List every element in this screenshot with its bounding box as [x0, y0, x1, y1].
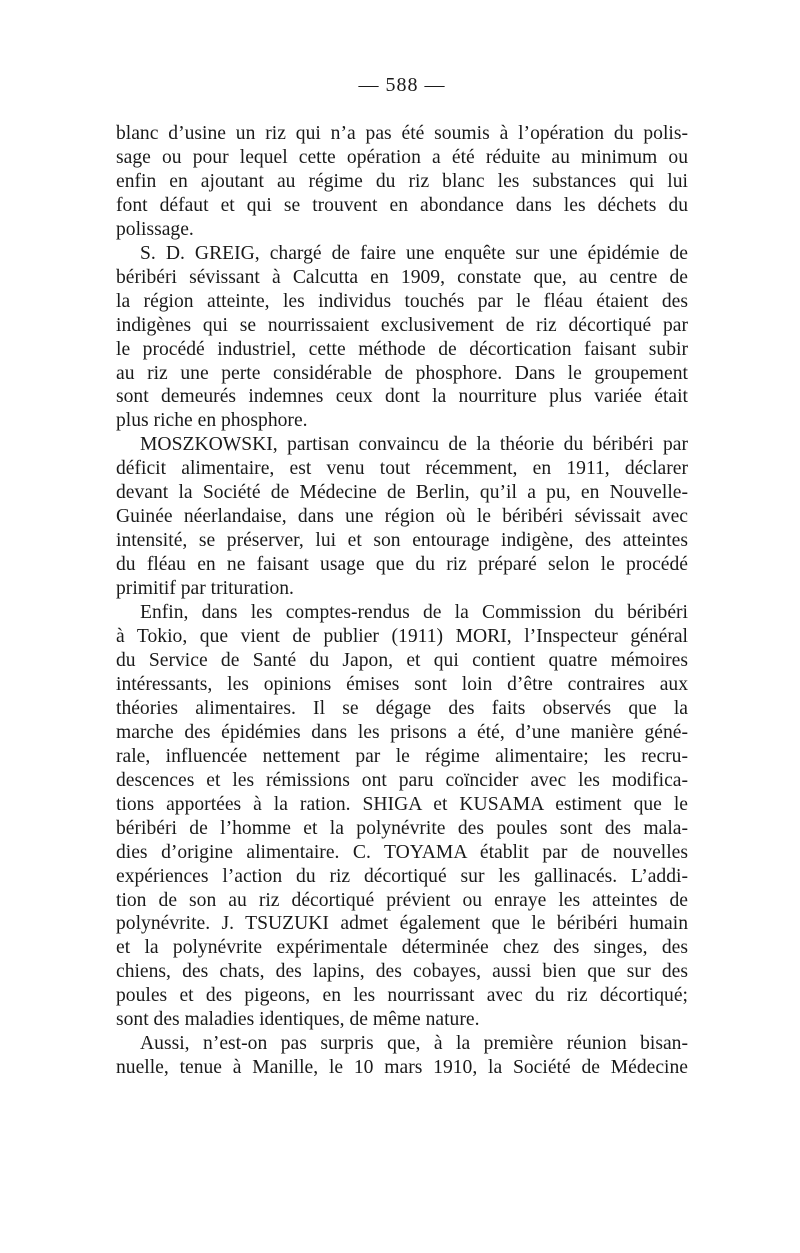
text-line: indigènes qui se nourrissaient exclusivement de riz décortiqué par	[116, 314, 688, 336]
text-line: déficit alimentaire, est venu tout récemment, en 1911, déclarer	[116, 458, 688, 480]
text-line: dies d’origine alimentaire. C. TOYAMA établit par de nouvelles	[116, 841, 688, 863]
text-line: théories alimentaires. Il se dégage des faits observés que la	[116, 697, 688, 719]
text-line: Enfin, dans les comptes-rendus de la Commission du béribéri	[140, 602, 688, 624]
text-line: S. D. GREIG, chargé de faire une enquête sur une épidémie de	[140, 242, 688, 264]
text-line: et la polynévrite expérimentale déterminée chez des singes, des	[116, 937, 688, 959]
text-line: sage ou pour lequel cette opération a été réduite au minimum ou	[116, 146, 688, 168]
text-line: du fléau en ne faisant usage que du riz préparé selon le procédé	[116, 554, 688, 576]
text-line: blanc d’usine un riz qui n’a pas été soumis à l’opération du polis-	[116, 123, 688, 144]
text-line: polynévrite. J. TSUZUKI admet également que le béribéri humain	[116, 913, 688, 935]
text-line: descences et les rémissions ont paru coïncider avec les modifica-	[116, 769, 688, 791]
text-line: sont des maladies identiques, de même nature.	[116, 1009, 480, 1031]
text-line: Guinée néerlandaise, dans une région où le béribéri sévissait avec	[116, 506, 688, 528]
text-line: marche des épidémies dans les prisons a été, d’une manière géné-	[116, 721, 688, 743]
text-line: expériences l’action du riz décortiqué sur les gallinacés. L’addi-	[116, 865, 688, 887]
text-line: béribéri sévissant à Calcutta en 1909, constate que, au centre de	[116, 266, 688, 288]
body-text	[116, 122, 688, 1080]
page-number: — 588 —	[358, 74, 446, 96]
text-line: intensité, se préserver, lui et son entourage indigène, des atteintes	[116, 530, 688, 552]
text-line: devant la Société de Médecine de Berlin, qu’il a pu, en Nouvelle-	[116, 482, 688, 504]
text-line: à Tokio, que vient de publier (1911) MORI, l’Inspecteur général	[116, 626, 688, 648]
text-line: primitif par trituration.	[116, 578, 294, 600]
text-line: béribéri de l’homme et la polynévrite des poules sont des mala-	[116, 817, 688, 839]
text-line: poules et des pigeons, en les nourrissant avec du riz décortiqué;	[116, 985, 688, 1007]
text-line: plus riche en phosphore.	[116, 410, 308, 432]
text-line: MOSZKOWSKI, partisan convaincu de la théorie du béribéri par	[140, 434, 688, 456]
text-line: du Service de Santé du Japon, et qui contient quatre mémoires	[116, 649, 688, 671]
text-line: le procédé industriel, cette méthode de décortication faisant subir	[116, 338, 688, 360]
text-line: nuelle, tenue à Manille, le 10 mars 1910, la Société de Médecine	[116, 1057, 688, 1079]
text-line: tions apportées à la ration. SHIGA et KUSAMA estiment que le	[116, 793, 688, 815]
text-line: enfin en ajoutant au régime du riz blanc les substances qui lui	[116, 170, 688, 192]
text-line: polissage.	[116, 218, 194, 240]
text-line: font défaut et qui se trouvent en abondance dans les déchets du	[116, 194, 688, 216]
document-page	[116, 70, 688, 1080]
text-line: la région atteinte, les individus touchés par le fléau étaient des	[116, 290, 688, 312]
text-line: chiens, des chats, des lapins, des cobayes, aussi bien que sur des	[116, 961, 688, 983]
text-line: Aussi, n’est-on pas surpris que, à la première réunion bisan-	[140, 1033, 688, 1055]
text-line: au riz une perte considérable de phosphore. Dans le groupement	[116, 362, 688, 384]
text-line: intéressants, les opinions émises sont loin d’être contraires aux	[116, 673, 688, 695]
text-line: sont demeurés indemnes ceux dont la nourriture plus variée était	[116, 386, 688, 408]
text-line: rale, influencée nettement par le régime alimentaire; les recru-	[116, 745, 688, 767]
text-line: tion de son au riz décortiqué prévient ou enraye les atteintes de	[116, 889, 688, 911]
